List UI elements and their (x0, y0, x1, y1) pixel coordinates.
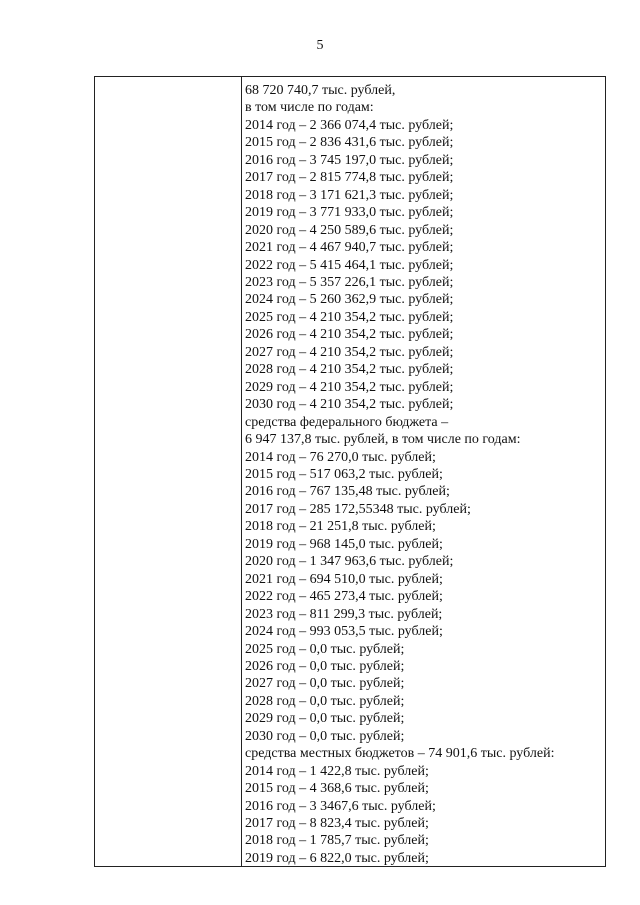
text-line: 2016 год – 3 745 197,0 тыс. рублей; (245, 152, 454, 168)
text-line: в том числе по годам: (245, 100, 374, 116)
text-line: 2029 год – 0,0 тыс. рублей; (245, 711, 405, 727)
text-line: 2024 год – 993 053,5 тыс. рублей; (245, 624, 443, 640)
text-line: 2018 год – 1 785,7 тыс. рублей; (245, 833, 429, 849)
text-line: 2014 год – 76 270,0 тыс. рублей; (245, 449, 436, 465)
text-line: 2026 год – 4 210 354,2 тыс. рублей; (245, 327, 454, 343)
text-line: 6 947 137,8 тыс. рублей, в том числе по годам: (245, 432, 521, 448)
text-line: 2014 год – 2 366 074,4 тыс. рублей; (245, 117, 454, 133)
text-line: средства местных бюджетов – 74 901,6 тыс. рублей: (245, 746, 555, 762)
text-line: 2014 год – 1 422,8 тыс. рублей; (245, 763, 429, 779)
text-line: 2028 год – 4 210 354,2 тыс. рублей; (245, 362, 454, 378)
text-line: 2027 год – 0,0 тыс. рублей; (245, 676, 405, 692)
text-line: 2020 год – 4 250 589,6 тыс. рублей; (245, 222, 454, 238)
text-line: 68 720 740,7 тыс. рублей, (245, 83, 396, 98)
text-line: 2028 год – 0,0 тыс. рублей; (245, 693, 405, 709)
text-line: 2015 год – 2 836 431,6 тыс. рублей; (245, 135, 454, 151)
text-line: 2026 год – 0,0 тыс. рублей; (245, 658, 405, 674)
text-line: 2019 год – 968 145,0 тыс. рублей; (245, 536, 443, 552)
text-line: 2029 год – 4 210 354,2 тыс. рублей; (245, 379, 454, 395)
funding-table (94, 76, 606, 867)
text-line: 2017 год – 8 823,4 тыс. рублей; (245, 816, 429, 832)
text-line: 2030 год – 4 210 354,2 тыс. рублей; (245, 397, 454, 413)
text-line: 2023 год – 5 357 226,1 тыс. рублей; (245, 274, 454, 290)
funding-text-cell (245, 82, 601, 867)
text-line: 2022 год – 465 273,4 тыс. рублей; (245, 589, 443, 605)
text-line: 2025 год – 0,0 тыс. рублей; (245, 641, 405, 657)
text-line: средства федерального бюджета – (245, 414, 449, 430)
text-line: 2018 год – 3 171 621,3 тыс. рублей; (245, 187, 454, 203)
text-line: 2022 год – 5 415 464,1 тыс. рублей; (245, 257, 454, 273)
text-line: 2023 год – 811 299,3 тыс. рублей; (245, 606, 443, 622)
text-line: 2025 год – 4 210 354,2 тыс. рублей; (245, 309, 454, 325)
text-line: 2016 год – 3 3467,6 тыс. рублей; (245, 798, 436, 814)
text-line: 2019 год – 3 771 933,0 тыс. рублей; (245, 205, 454, 221)
text-line: 2020 год – 1 347 963,6 тыс. рублей; (245, 554, 454, 570)
text-line: 2017 год – 2 815 774,8 тыс. рублей; (245, 170, 454, 186)
text-line: 2021 год – 694 510,0 тыс. рублей; (245, 571, 443, 587)
text-line: 2027 год – 4 210 354,2 тыс. рублей; (245, 344, 454, 360)
text-line: 2016 год – 767 135,48 тыс. рублей; (245, 484, 450, 500)
column-divider (241, 77, 242, 866)
text-line: 2017 год – 285 172,55348 тыс. рублей; (245, 501, 471, 517)
text-line: 2018 год – 21 251,8 тыс. рублей; (245, 519, 436, 535)
text-line: 2019 год – 6 822,0 тыс. рублей; (245, 850, 429, 866)
text-line: 2015 год – 517 063,2 тыс. рублей; (245, 466, 443, 482)
text-line: 2015 год – 4 368,6 тыс. рублей; (245, 781, 429, 797)
text-line: 2024 год – 5 260 362,9 тыс. рублей; (245, 292, 454, 308)
page-number: 5 (316, 38, 324, 53)
text-line: 2021 год – 4 467 940,7 тыс. рублей; (245, 240, 454, 256)
text-line: 2030 год – 0,0 тыс. рублей; (245, 728, 405, 744)
